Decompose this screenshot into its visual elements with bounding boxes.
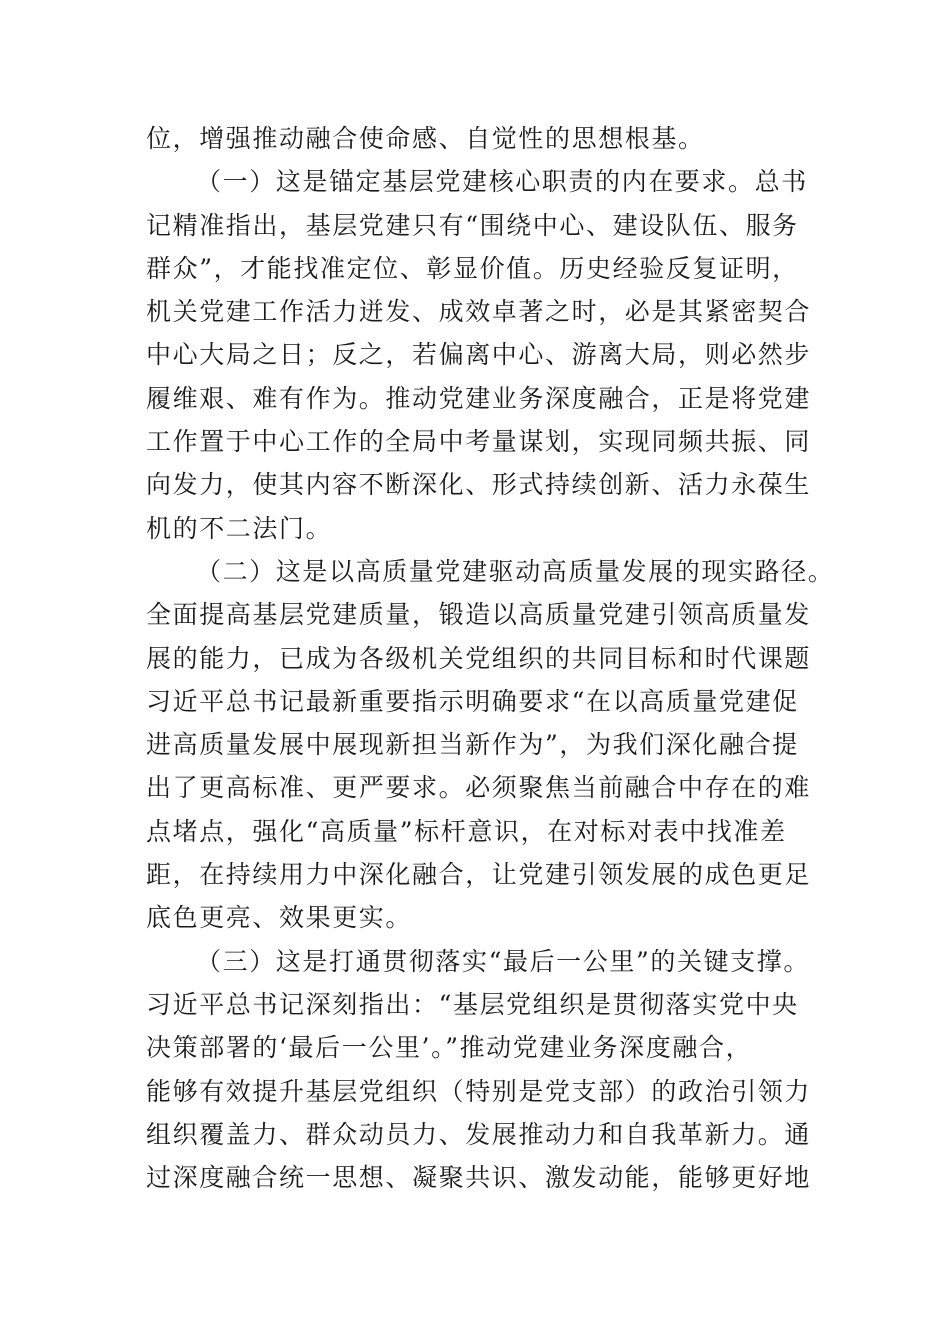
- text-line: 中心大局之日；反之，若偏离中心、游离大局，则必然步: [146, 340, 812, 370]
- text-line: 位，增强推动融合使命感、自觉性的思想根基。: [146, 124, 705, 153]
- text-line: 底色更亮、效果更实。: [146, 903, 413, 933]
- section-heading-2: （二）这是以高质量党建驱动高质量发展的现实路径。: [196, 556, 835, 586]
- text-line: 习近平总书记最新重要指示明确要求“在以高质量党建促: [146, 686, 799, 716]
- text-line: 展的能力，已成为各级机关党组织的共同目标和时代课题: [146, 643, 812, 673]
- section-heading-3: （三）这是打通贯彻落实“最后一公里”的关键支撑。: [196, 946, 810, 976]
- text-line: 工作置于中心工作的全局中考量谋划，实现同频共振、同: [146, 427, 812, 457]
- text-line: 点堵点，强化“高质量”标杆意识，在对标对表中找准差: [146, 816, 787, 846]
- text-line: 过深度融合统一思想、凝聚共识、激发动能，能够更好地: [146, 1163, 812, 1193]
- text-line: 出了更高标准、更严要求。必须聚焦当前融合中存在的难: [146, 773, 812, 803]
- text-line: 机的不二法门。: [146, 513, 333, 543]
- text-line: 习近平总书记深刻指出：“基层党组织是贯彻落实党中央: [146, 989, 799, 1019]
- section-heading-1: （一）这是锚定基层党建核心职责的内在要求。总书: [196, 167, 808, 197]
- text-line: 履维艰、难有作为。推动党建业务深度融合，正是将党建: [146, 383, 812, 413]
- document-body: [146, 117, 835, 1199]
- text-line: 能够有效提升基层党组织（特别是党支部）的政治引领力: [146, 1076, 812, 1106]
- text-line: 向发力，使其内容不断深化、形式持续创新、活力永葆生: [146, 470, 812, 500]
- text-line: 群众”，才能找准定位、彰显价值。历史经验反复证明，: [146, 253, 799, 283]
- text-line: 进高质量发展中展现新担当新作为”，为我们深化融合提: [146, 730, 799, 760]
- text-line: 记精准指出，基层党建只有“围绕中心、建设队伍、服务: [146, 210, 799, 240]
- text-line: 机关党建工作活力迸发、成效卓著之时，必是其紧密契合: [146, 297, 812, 327]
- text-line: 距，在持续用力中深化融合，让党建引领发展的成色更足: [146, 860, 812, 890]
- text-line: 组织覆盖力、群众动员力、发展推动力和自我革新力。通: [146, 1119, 812, 1149]
- text-line: 决策部署的‘最后一公里’。”推动党建业务深度融合，: [146, 1033, 753, 1063]
- text-line: 全面提高基层党建质量，锻造以高质量党建引领高质量发: [146, 600, 812, 630]
